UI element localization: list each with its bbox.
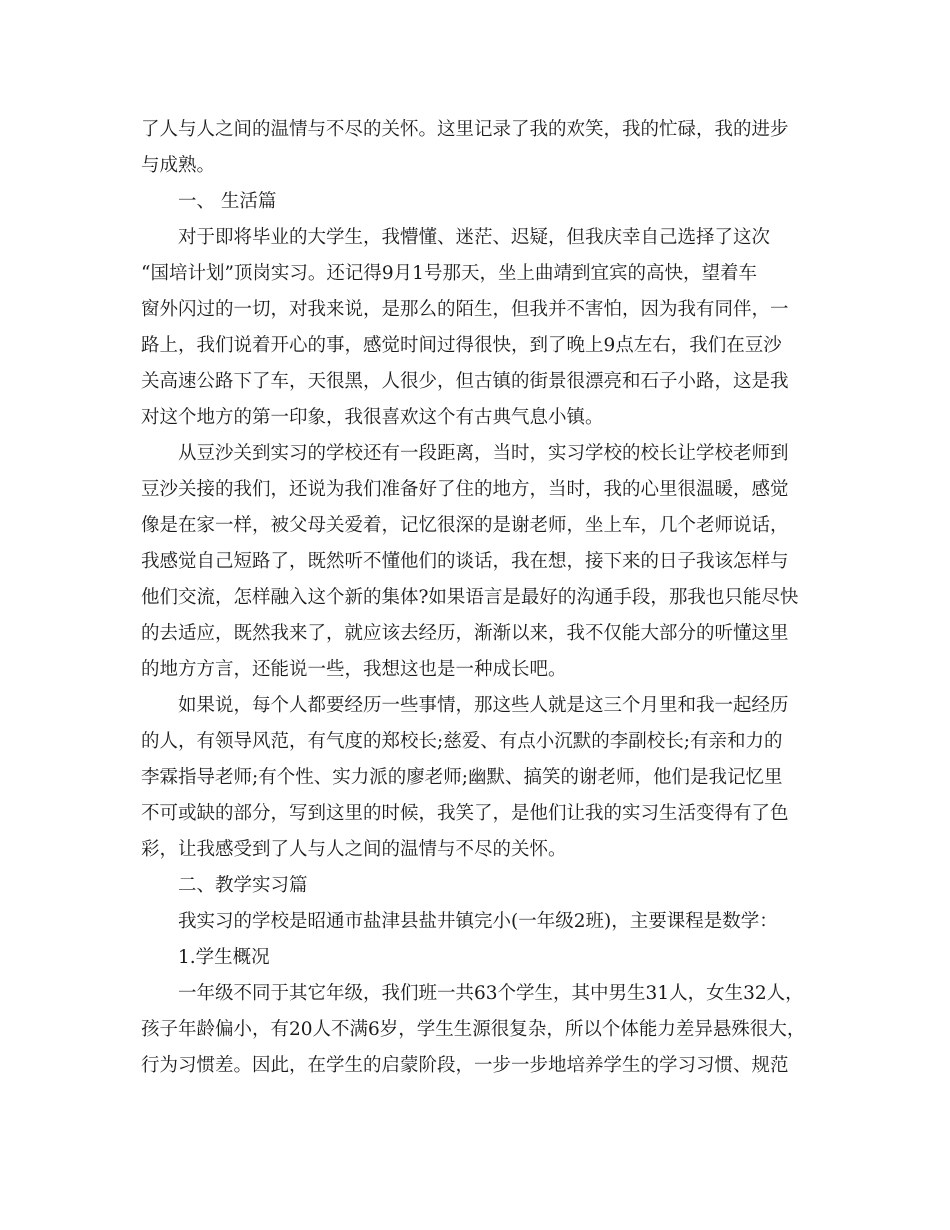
text-line: 孩子年龄偏小，有20人不满6岁，学生生源很复杂，所以个体能力差异悬殊很大， (141, 1019, 806, 1040)
text-line: 关高速公路下了车，天很黑，人很少，但古镇的街景很漂亮和石子小路，这是我 (141, 371, 789, 392)
text-line: 豆沙关接的我们，还说为我们准备好了住的地方，当时，我的心里很温暖，感觉 (141, 479, 789, 500)
text-line: 对这个地方的第一印象，我很喜欢这个有古典气息小镇。 (141, 407, 604, 428)
text-line: 的人，有领导风范，有气度的郑校长;慈爱、有点小沉默的李副校长;有亲和力的 (141, 731, 783, 752)
text-line: 不可或缺的部分，写到这里的时候，我笑了，是他们让我的实习生活变得有了色 (141, 803, 789, 824)
text-line: 一年级不同于其它年级，我们班一共63个学生，其中男生31人，女生32人， (178, 983, 804, 1004)
text-line: 从豆沙关到实习的学校还有一段距离，当时，实习学校的校长让学校老师到 (178, 443, 789, 464)
text-line: 了人与人之间的温情与不尽的关怀。这里记录了我的欢笑，我的忙碌，我的进步 (141, 119, 789, 140)
text-line: 二、教学实习篇 (178, 875, 308, 896)
text-line: 行为习惯差。因此，在学生的启蒙阶段，一步一步地培养学生的学习习惯、规范 (141, 1055, 789, 1076)
text-line: 李霖指导老师;有个性、实力派的廖老师;幽默、搞笑的谢老师，他们是我记忆里 (141, 767, 783, 788)
text-line: 与成熟。 (141, 155, 216, 176)
text-line: 他们交流，怎样融入这个新的集体?如果语言是最好的沟通手段，那我也只能尽快 (141, 587, 799, 608)
text-line: 一、 生活篇 (178, 191, 277, 212)
text-line: 彩，让我感受到了人与人之间的温情与不尽的关怀。 (141, 839, 567, 860)
text-line: 如果说，每个人都要经历一些事情，那这些人就是这三个月里和我一起经历 (178, 695, 789, 716)
text-line: 窗外闪过的一切，对我来说，是那么的陌生，但我并不害怕，因为我有同伴，一 (141, 299, 789, 320)
text-line: 像是在家一样，被父母关爱着，记忆很深的是谢老师，坐上车，几个老师说话， (141, 515, 789, 536)
text-line: 1.学生概况 (178, 947, 270, 968)
text-line: “国培计划”顶岗实习。还记得9月1号那天，坐上曲靖到宜宾的高快，望着车 (141, 263, 757, 284)
text-line: 我感觉自己短路了，既然听不懂他们的谈话，我在想，接下来的日子我该怎样与 (141, 551, 789, 572)
text-line: 的地方方言，还能说一些，我想这也是一种成长吧。 (141, 659, 567, 680)
text-line: 的去适应，既然我来了，就应该去经历，渐渐以来，我不仅能大部分的听懂这里 (141, 623, 789, 644)
text-line: 路上，我们说着开心的事，感觉时间过得很快，到了晚上9点左右，我们在豆沙 (141, 335, 782, 356)
document-body (141, 112, 811, 1084)
text-line: 对于即将毕业的大学生，我懵懂、迷茫、迟疑，但我庆幸自己选择了这次 (178, 227, 771, 248)
text-line: 我实习的学校是昭通市盐津县盐井镇完小(一年级2班)，主要课程是数学： (178, 911, 778, 932)
